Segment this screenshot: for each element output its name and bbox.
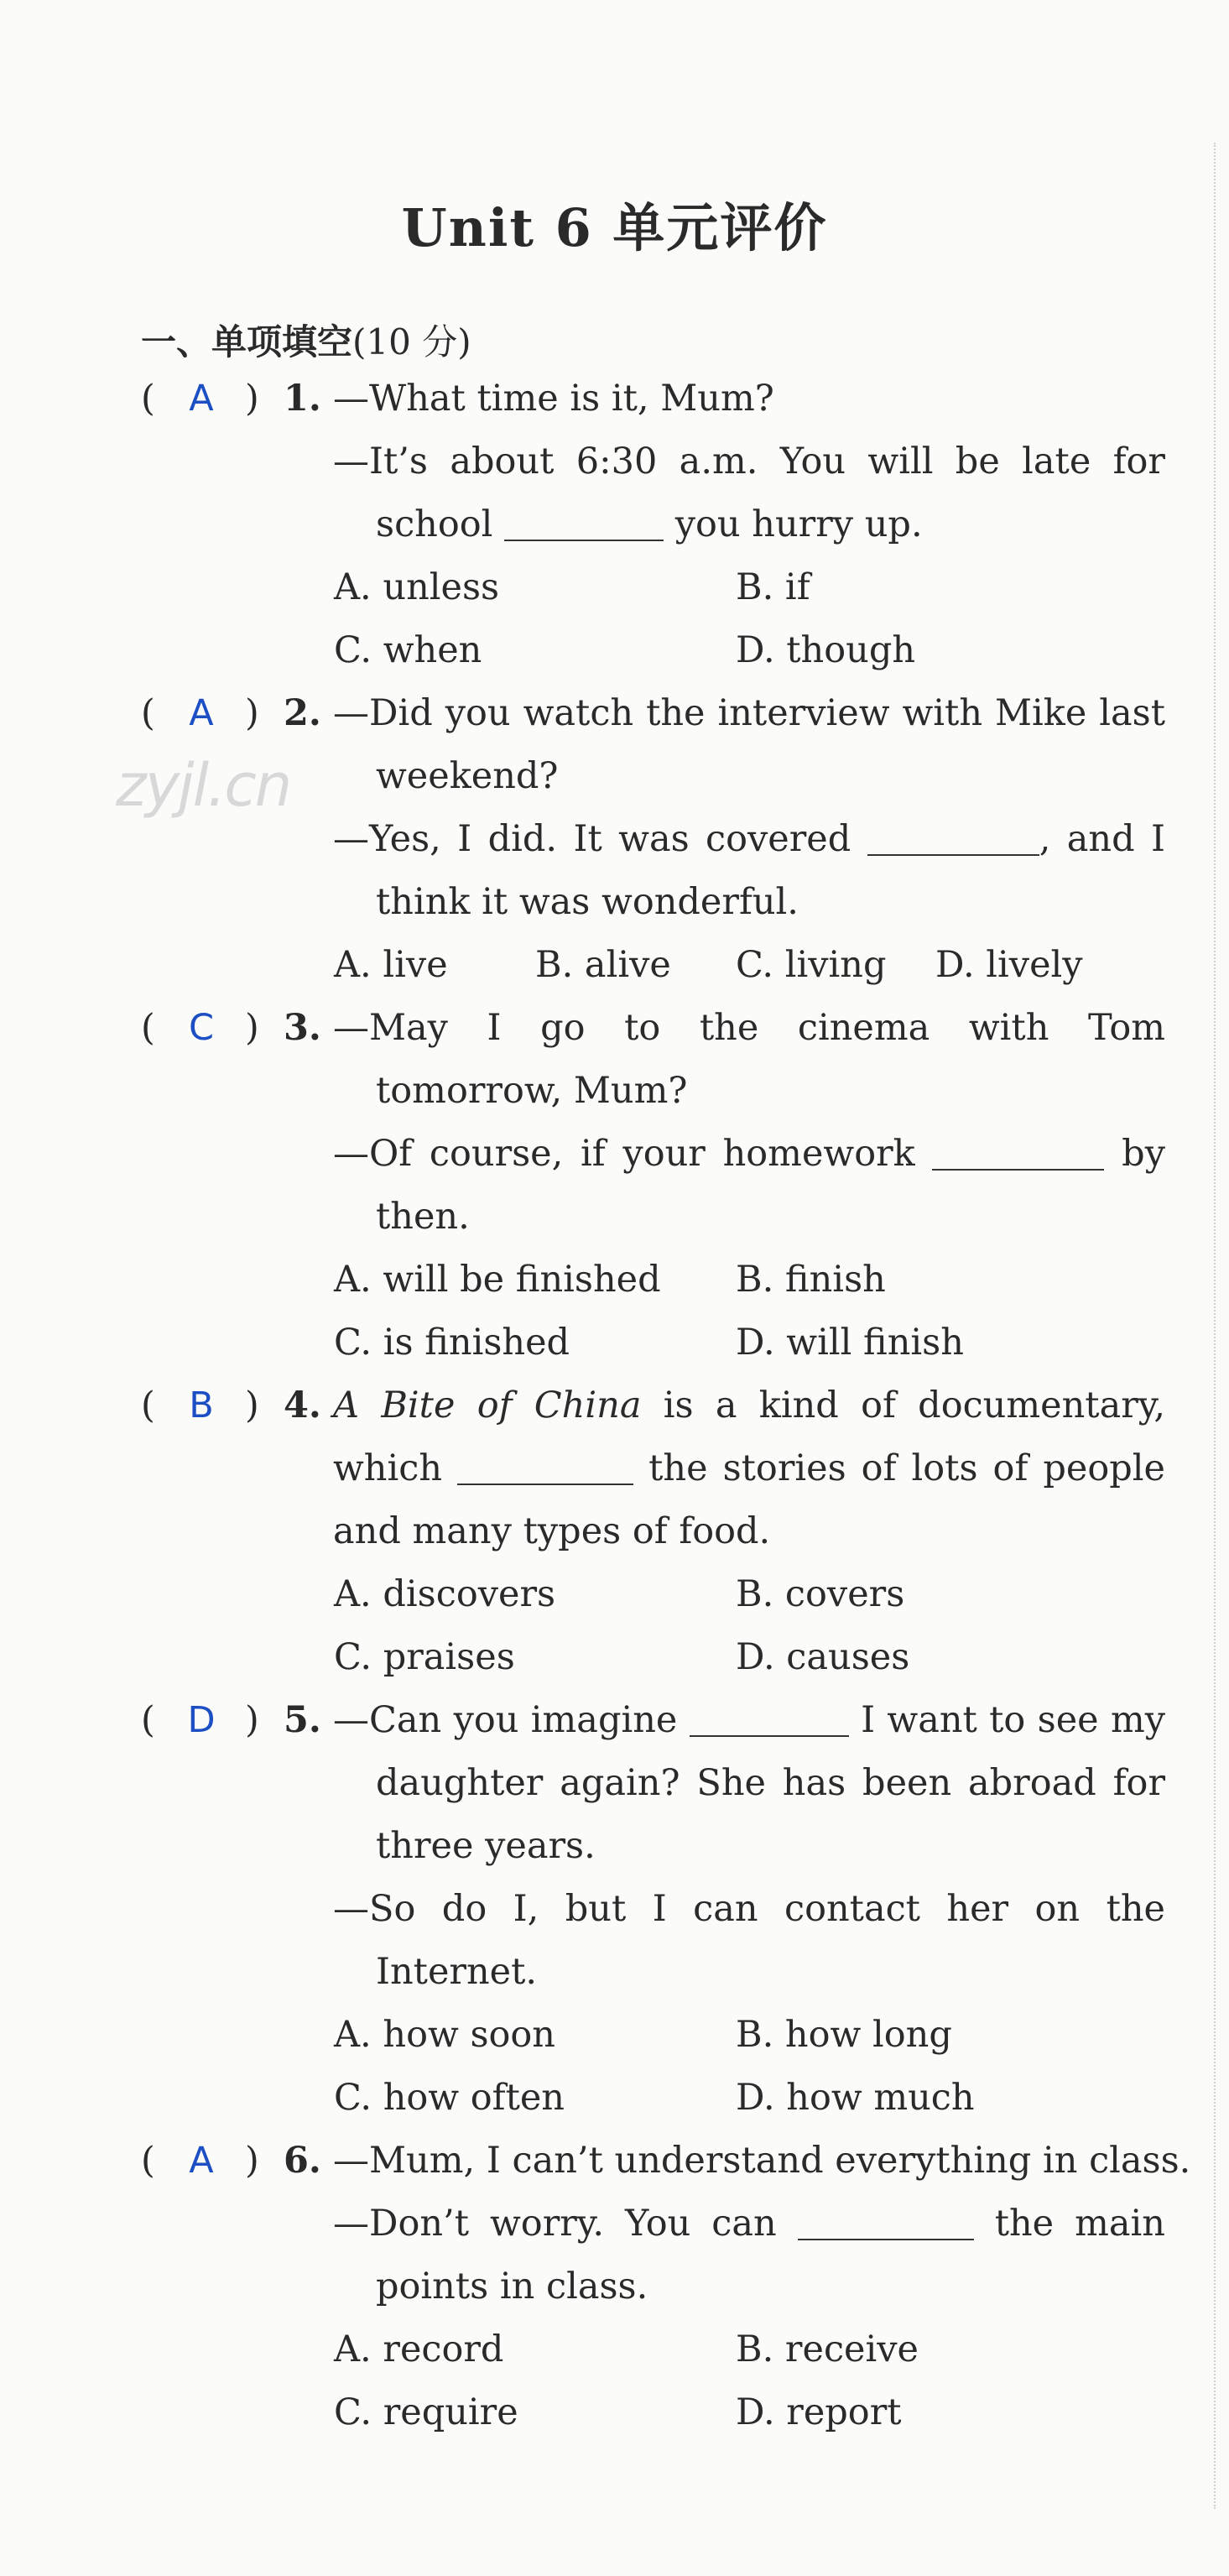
section-heading: 一、单项填空(10 分) <box>141 321 471 362</box>
option-d: D. report <box>736 2391 902 2433</box>
answer-blank <box>932 1127 1104 1171</box>
question-number: 4. <box>284 1384 321 1426</box>
bracket-open: ( <box>141 378 155 420</box>
question-3 <box>0 997 1229 1374</box>
watermark: zyjl.cn <box>116 751 291 820</box>
question-line: think it was wonderful. <box>376 881 799 923</box>
question-number: 1. <box>284 378 321 420</box>
bracket-open: ( <box>141 2140 155 2182</box>
question-number: 5. <box>284 1699 321 1741</box>
question-line: —Don’t worry. You can the main <box>333 2193 1165 2255</box>
question-4 <box>0 1374 1229 1689</box>
option-c: C. praises <box>334 1636 515 1678</box>
page-title: Unit 6 单元评价 <box>401 197 828 258</box>
option-b: B. if <box>736 566 810 608</box>
answer-4[interactable]: B <box>189 1384 214 1426</box>
bracket-close: ) <box>245 692 259 734</box>
bracket-open: ( <box>141 1699 155 1741</box>
option-b: B. finish <box>736 1259 886 1301</box>
question-line: points in class. <box>376 2266 648 2307</box>
option-b: B. how long <box>736 2014 952 2056</box>
question-number: 3. <box>284 1007 321 1049</box>
question-line: —Did you watch the interview with Mike last <box>333 692 1165 734</box>
question-line: A Bite of China is a kind of documentary, <box>333 1384 1166 1426</box>
question-6 <box>0 2130 1229 2444</box>
answer-blank <box>690 1693 849 1737</box>
option-d: D. how much <box>736 2077 975 2119</box>
option-a: A. live <box>334 944 448 986</box>
question-line: school you hurry up. <box>376 493 1165 556</box>
question-number: 6. <box>284 2140 321 2182</box>
option-b: B. receive <box>736 2328 919 2370</box>
question-line: —Mum, I can’t understand everything in class. <box>333 2140 1191 2182</box>
bracket-open: ( <box>141 1384 155 1426</box>
option-c: C. when <box>334 629 482 671</box>
program-title: A Bite of China <box>333 1384 642 1426</box>
question-line: —Yes, I did. It was covered , and I <box>333 808 1165 871</box>
bracket-close: ) <box>245 1007 259 1049</box>
option-a: A. unless <box>334 566 500 608</box>
answer-blank <box>504 498 664 541</box>
bracket-close: ) <box>245 378 259 420</box>
answer-2[interactable]: A <box>189 692 214 734</box>
bracket-open: ( <box>141 1007 155 1049</box>
option-a: A. record <box>334 2328 504 2370</box>
question-line: —Of course, if your homework by <box>333 1123 1165 1186</box>
bracket-close: ) <box>245 1699 259 1741</box>
question-line: —What time is it, Mum? <box>333 378 774 420</box>
question-line: Internet. <box>376 1951 538 1993</box>
question-line: then. <box>376 1196 470 1238</box>
question-line: daughter again? She has been abroad for <box>376 1762 1165 1804</box>
question-line: and many types of food. <box>333 1510 771 1552</box>
question-line: —So do I, but I can contact her on the <box>333 1888 1165 1930</box>
answer-6[interactable]: A <box>189 2140 214 2182</box>
option-b: B. alive <box>535 944 671 986</box>
bracket-close: ) <box>245 1384 259 1426</box>
option-d: D. will finish <box>736 1322 964 1364</box>
question-line: weekend? <box>376 755 559 797</box>
question-number: 2. <box>284 692 321 734</box>
question-line: —May I go to the cinema with Tom <box>333 1007 1165 1049</box>
option-d: D. causes <box>736 1636 910 1678</box>
question-line: tomorrow, Mum? <box>376 1070 688 1112</box>
bracket-close: ) <box>245 2140 259 2182</box>
answer-1[interactable]: A <box>189 378 214 420</box>
answer-5[interactable]: D <box>187 1699 216 1741</box>
option-c: C. require <box>334 2391 518 2433</box>
option-a: A. how soon <box>334 2014 555 2056</box>
answer-blank <box>867 812 1039 856</box>
question-line: —It’s about 6:30 a.m. You will be late for <box>333 441 1165 482</box>
question-2 <box>0 682 1229 997</box>
question-line: three years. <box>376 1825 596 1867</box>
option-b: B. covers <box>736 1573 905 1615</box>
option-d: D. lively <box>935 944 1083 986</box>
option-d: D. though <box>736 629 916 671</box>
answer-3[interactable]: C <box>188 1007 215 1049</box>
bracket-open: ( <box>141 692 155 734</box>
option-c: C. how often <box>334 2077 565 2119</box>
answer-blank <box>457 1442 633 1485</box>
option-a: A. will be finished <box>334 1259 661 1301</box>
option-c: C. is finished <box>334 1322 570 1364</box>
question-line: —Can you imagine I want to see my <box>333 1689 1165 1752</box>
answer-blank <box>798 2197 974 2240</box>
option-a: A. discovers <box>334 1573 556 1615</box>
question-5 <box>0 1689 1229 2130</box>
question-line: which the stories of lots of people <box>333 1437 1165 1500</box>
question-1 <box>0 368 1229 682</box>
option-c: C. living <box>736 944 887 986</box>
